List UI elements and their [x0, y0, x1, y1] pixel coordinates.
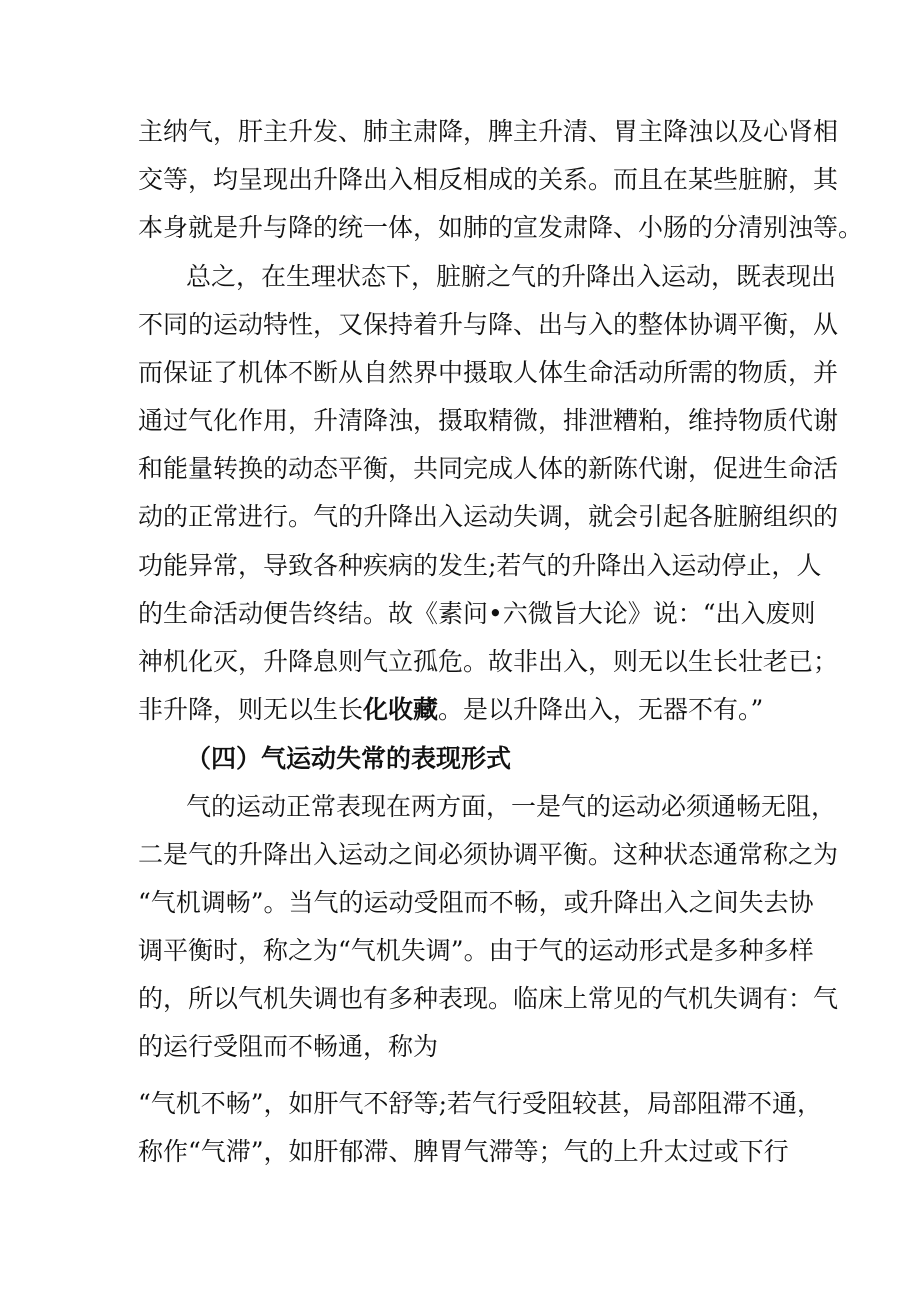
- paragraph-3-line-4: 调平衡时，称之为“气机失调”。由于气的运动形式是多种多样: [138, 936, 814, 965]
- bold-term: 化收藏: [363, 695, 439, 724]
- paragraph-2-line-5: 和能量转换的动态平衡，共同完成人体的新陈代谢，促进生命活: [138, 454, 839, 483]
- paragraph-2-line-3: 而保证了机体不断从自然界中摄取人体生命活动所需的物质，并: [138, 358, 839, 387]
- paragraph-3-line-6: 的运行受阻而不畅通，称为: [138, 1032, 439, 1061]
- paragraph-2-line-4: 通过气化作用，升清降浊，摄取精微，排泄糟粕，维持物质代谢: [138, 406, 839, 435]
- paragraph-3-line-5: 的，所以气机失调也有多种表现。临床上常见的气机失调有：气: [138, 984, 839, 1013]
- paragraph-2-line-10: [138, 690, 788, 730]
- paragraph-1-line-3: 本身就是升与降的统一体，如肺的宣发肃降、小肠的分清别浊等。: [138, 213, 864, 242]
- paragraph-4-line-2: 称作“气滞”，如肝郁滞、脾胃气滞等；气的上升太过或下行: [138, 1137, 789, 1166]
- paragraph-3-line-2: 二是气的升降出入运动之间必须协调平衡。这种状态通常称之为: [138, 840, 839, 869]
- paragraph-2-line-8: 的生命活动便告终结。故《素问•六微旨大论》说：“出入废则: [138, 599, 816, 628]
- line-text-before: 非升降，则无以生长: [138, 695, 364, 724]
- paragraph-3-line-1: 气的运动正常表现在两方面，一是气的运动必须通畅无阻，: [186, 792, 837, 821]
- line-text-after: 。是以升降出入，无器不有。”: [438, 695, 764, 724]
- paragraph-2-line-2: 不同的运动特性，又保持着升与降、出与入的整体协调平衡，从: [138, 310, 839, 339]
- paragraph-3-line-3: “气机调畅”。当气的运动受阻而不畅，或升降出入之间失去协: [138, 888, 814, 917]
- paragraph-2-line-6: 动的正常进行。气的升降出入运动失调，就会引起各脏腑组织的: [138, 502, 839, 531]
- paragraph-1-line-2: 交等，均呈现出升降出入相反相成的关系。而且在某些脏腑，其: [138, 165, 839, 194]
- paragraph-1-line-1: 主纳气，肝主升发、肺主肃降，脾主升清、胃主降浊以及心肾相: [138, 117, 839, 146]
- section-heading: （四）气运动失常的表现形式: [186, 744, 512, 773]
- paragraph-2-line-1: 总之，在生理状态下，脏腑之气的升降出入运动，既表现出: [186, 262, 837, 291]
- paragraph-2-line-7: 功能异常，导致各种疾病的发生;若气的升降出入运动停止，人: [138, 551, 822, 580]
- paragraph-4-line-1: “气机不畅”，如肝气不舒等;若气行受阻较甚，局部阻滞不通，: [138, 1089, 822, 1118]
- paragraph-2-line-9: 神机化灭，升降息则气立孤危。故非出入，则无以生长壮老已；: [138, 647, 839, 676]
